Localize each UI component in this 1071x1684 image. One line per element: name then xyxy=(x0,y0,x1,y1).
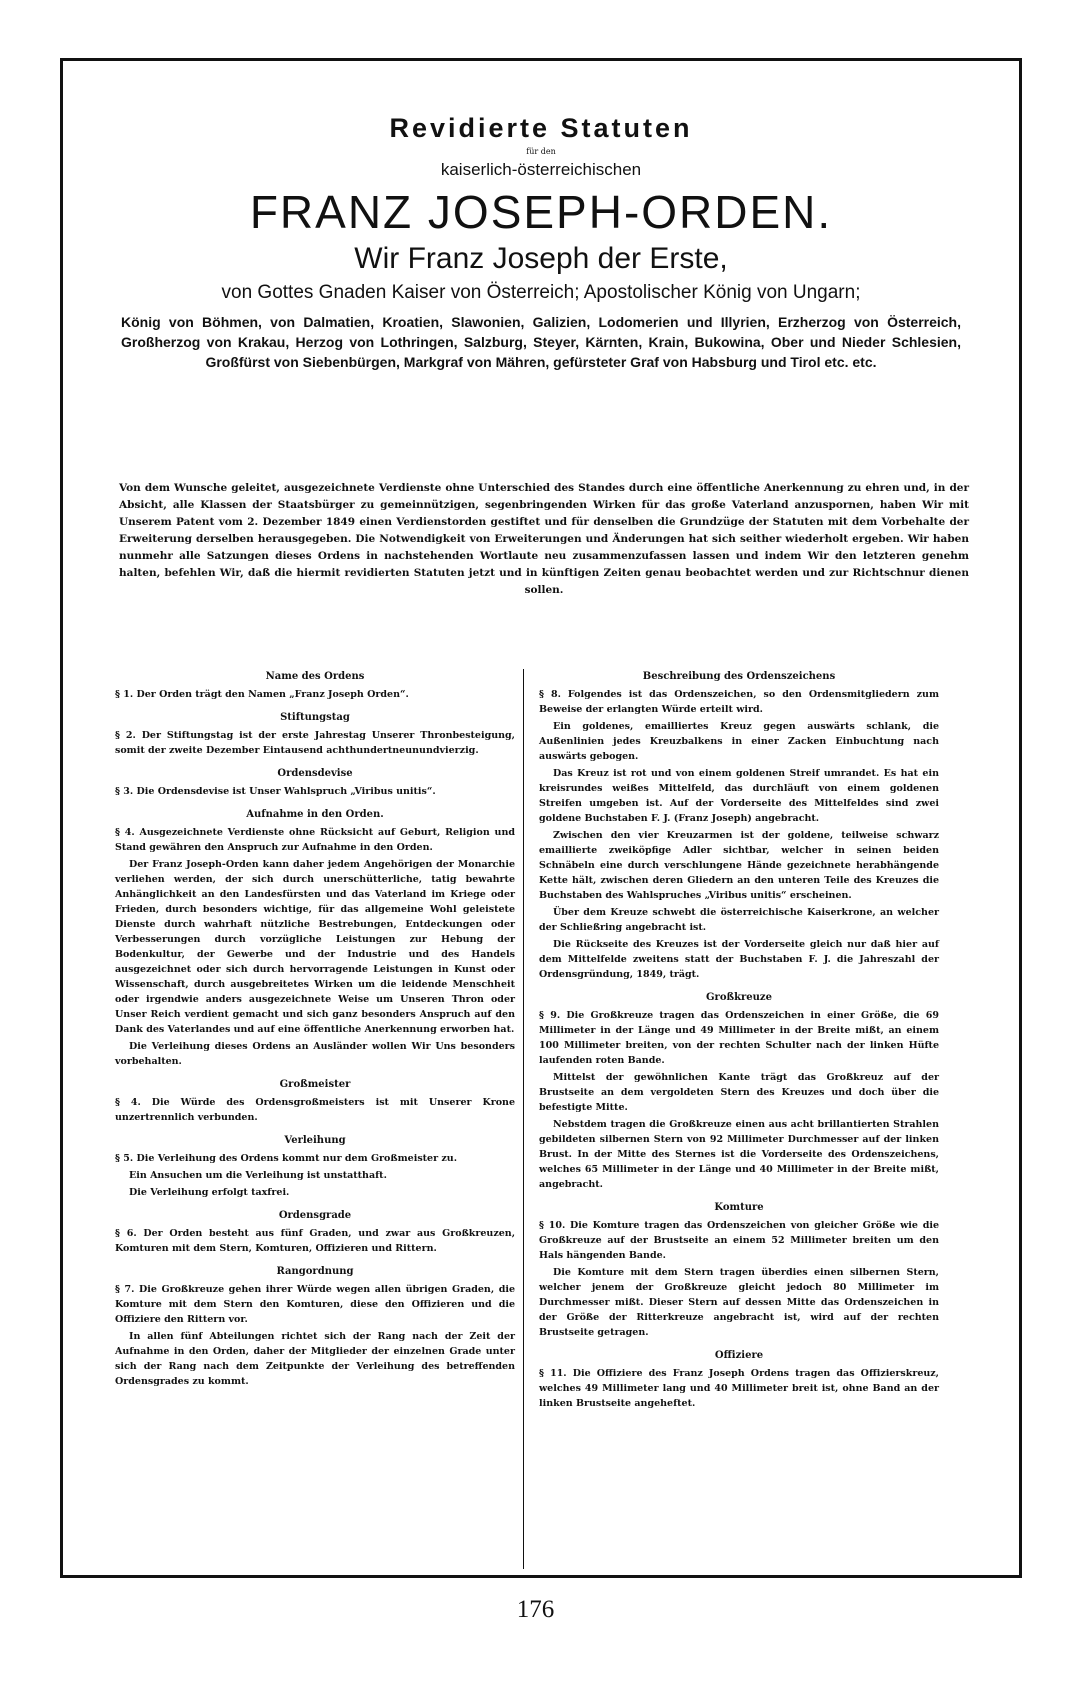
ruler-name: Wir Franz Joseph der Erste, xyxy=(354,242,728,275)
section-paragraph: § 1. Der Orden trägt den Namen „Franz Joseph Orden“. xyxy=(115,689,409,700)
document-frame xyxy=(60,58,1022,1578)
page-number: 176 xyxy=(516,1596,555,1623)
section-paragraph: Die Verleihung dieses Ordens an Ausländer wollen Wir Uns besonders vorbehalten. xyxy=(115,1041,515,1067)
preamble: Von dem Wunsche geleitet, ausgezeichnete Verdienste ohne Unterschied des Standes durch eine öffentliche Anerkennung zu ehren und, in der Absicht, alle Klassen der Staatsbürger zu gemeinnützigen, segenbringenden Wirken für das große Vaterland anzuspornen, haben Wir mit Unserem Patent vom 2. Dezember 1849 einen Verdienstorden gestiftet und für denselben die Grundzüge der Statuten mit dem Vorbehalte der Erweiterung derselben herausgegeben. Die Notwendigkeit von Erweiterungen und Änderungen hat sich seither wiederholt ergeben. Wir haben nunmehr alle Satzungen dieses Ordens in nachstehenden Wortlaute neu zusammenzufassen lassen und indem Wir den letzteren genehm halten, befehlen Wir, daß die hiermit revidierten Statuten jetzt und in künftigen Zeiten genau beobachtet werden und zur Richtschnur dienen sollen. xyxy=(119,481,969,596)
section-heading: Ordensdevise xyxy=(277,768,353,779)
section-paragraph: Ein Ansuchen um die Verleihung ist unstatthaft. xyxy=(129,1170,387,1181)
section-paragraph: Die Verleihung erfolgt taxfrei. xyxy=(129,1187,290,1198)
section-heading: Name des Ordens xyxy=(265,671,365,682)
section-heading: Verleihung xyxy=(284,1135,346,1146)
section-heading: Rangordnung xyxy=(276,1266,354,1277)
section-heading: Großkreuze xyxy=(706,992,772,1003)
grace-line: von Gottes Gnaden Kaiser von Österreich; Apostolischer König von Ungarn; xyxy=(221,282,861,303)
section-paragraph: § 11. Die Offiziere des Franz Joseph Ordens tragen das Offizierskreuz, welches 49 Millimeter lang und 40 Millimeter breit ist, ohne Band an der linken Brustseite angeheftet. xyxy=(539,1368,939,1409)
column-divider xyxy=(523,669,524,1569)
section-paragraph: Über dem Kreuze schwebt die österreichische Kaiserkrone, an welcher der Schließring angebracht ist. xyxy=(539,907,939,933)
section-paragraph: Zwischen den vier Kreuzarmen ist der goldene, teilweise schwarz emaillierte zweiköpfige Adler sichtbar, welcher in seinen beiden Schnäbeln eine durch verschlungene Hände gezeichnete herabhängende Kette hält, zwischen deren Gliedern an den unteren Teile des Kreuzes die Buchstaben des Wahlspruches „Viribus unitis“ erscheinen. xyxy=(539,830,939,901)
section-paragraph: § 5. Die Verleihung des Ordens kommt nur dem Großmeister zu. xyxy=(115,1153,458,1164)
section-paragraph: § 4. Die Würde des Ordensgroßmeisters ist mit Unserer Krone unzertrennlich verbunden. xyxy=(115,1097,515,1123)
section-paragraph: § 3. Die Ordensdevise ist Unser Wahlspruch „Viribus unitis“. xyxy=(115,786,436,797)
document-header xyxy=(63,113,1019,372)
section-paragraph: Das Kreuz ist rot und von einem goldenen Streif umrandet. Es hat ein kreisrundes weißes Mittelfeld, das durchläuft von einem goldenen Streifen umgeben ist. Auf der Vorderseite des Mittelfeldes sind zwei goldene Buchstaben F. J. (Franz Joseph) angebracht. xyxy=(539,768,939,824)
section-paragraph: Der Franz Joseph-Orden kann daher jedem Angehörigen der Monarchie verliehen werden, der sich durch unerschütterliche, tatig bewahrte Anhänglichkeit an den Landesfürsten und das Vaterland im Kriege oder Frieden, durch besonders wichtige, für das allgemeine Wohl geleistete Dienste durch wahrhaft nützliche Bestrebungen, Entdeckungen oder Verbesserungen durch vorzügliche Leistungen zur Hebung der Bodenkultur, der Gewerbe und der Industrie und des Handels ausgezeichnet oder sich durch hervorragende Leistungen in Kunst oder Wissenschaft, durch ausgebreitetes Wirken um die leidende Menschheit oder irgendwie anders ausgezeichnete Weise um Unseren Thron oder Unser Reich verdient gemacht und sich ganz besonders Anspruch auf den Dank des Vaterlandes und auf eine öffentliche Anerkennung erworben hat. xyxy=(115,859,515,1035)
section-heading: Beschreibung des Ordenszeichens xyxy=(642,671,836,682)
section-paragraph: Ein goldenes, emailliertes Kreuz gegen auswärts schlank, die Außenlinien jedes Kreuzbalkens in einer Zacken Einbuchtung nach auswärts gebogen. xyxy=(539,721,939,762)
section-paragraph: In allen fünf Abteilungen richtet sich der Rang nach der Zeit der Aufnahme in den Orden, daher der Mitglieder der einzelnen Grade unter sich der Rang nach dem Zeitpunkte der Verleihung des betreffenden Ordensgrades zu kommt. xyxy=(115,1331,515,1387)
section-paragraph: Die Komture mit dem Stern tragen überdies einen silbernen Stern, welcher jenem der Großkreuze gleicht jedoch 80 Millimeter im Durchmesser mißt. Dieser Stern auf dessen Mitte das Ordenszeichen in der Größe der Ritterkreuze angebracht ist, wird auf der rechten Brustseite getragen. xyxy=(539,1267,939,1338)
section-paragraph: § 2. Der Stiftungstag ist der erste Jahrestag Unserer Thronbesteigung, somit der zweite Dezember Eintausend achthundertneunundvierzig. xyxy=(115,730,515,756)
section-paragraph: § 9. Die Großkreuze tragen das Ordenszeichen in einer Größe, die 69 Millimeter in der Länge und 49 Millimeter in der Breite mißt, an einem 100 Millimeter breiten, von der rechten Schulter nach der linken Hüfte laufenden roten Bande. xyxy=(539,1010,939,1066)
section-paragraph: Nebstdem tragen die Großkreuze einen aus acht brillantierten Strahlen gebildeten silbernen Stern von 92 Millimeter Durchmesser auf der linken Brust. In der Mitte des Sternes ist die Vorderseite des Ordenszeichens, welches 65 Millimeter in der Länge und 40 Millimeter in der Breite mißt, angebracht. xyxy=(539,1119,939,1190)
title-small-line: für den xyxy=(526,147,556,156)
ruler-titles: König von Böhmen, von Dalmatien, Kroatien, Slawonien, Galizien, Lodomerien und Illyrien, Erzherzog von Österreich, Großherzog von Krakau, Herzog von Lothringen, Salzburg, Steyer, Kärnten, Krain, Bukowina, Ober und Nieder Schlesien, Großfürst von Siebenbürgen, Markgraf von Mähren, gefürsteter Graf von Habsburg und Tirol etc. etc. xyxy=(121,314,961,370)
section-paragraph: § 4. Ausgezeichnete Verdienste ohne Rücksicht auf Geburt, Religion und Stand gewähren den Anspruch zur Aufnahme in den Orden. xyxy=(115,827,515,853)
section-heading: Offiziere xyxy=(714,1350,764,1361)
section-paragraph: Mittelst der gewöhnlichen Kante trägt das Großkreuz auf der Brustseite an dem vergoldeten Stern des Kreuzes und doch über die befestigte Mitte. xyxy=(539,1072,939,1113)
title-revidierte-statuten: Revidierte Statuten xyxy=(389,113,693,143)
section-paragraph: Die Rückseite des Kreuzes ist der Vorderseite gleich nur daß hier auf dem Mittelfelde zweitens statt der Buchstaben F. J. die Jahreszahl der Ordensgründung, 1849, trägt. xyxy=(539,939,939,980)
order-name: FRANZ JOSEPH-ORDEN. xyxy=(249,186,833,238)
section-heading: Großmeister xyxy=(279,1079,351,1090)
section-paragraph: § 10. Die Komture tragen das Ordenszeichen von gleicher Größe wie die Großkreuze auf der Brustseite an einem 52 Millimeter breiten um den Hals hängenden Bande. xyxy=(539,1220,939,1261)
section-paragraph: § 8. Folgendes ist das Ordenszeichen, so den Ordensmitgliedern zum Beweise der erlangten Würde erteilt wird. xyxy=(539,689,939,715)
left-column xyxy=(115,661,515,1391)
section-heading: Komture xyxy=(714,1202,764,1213)
section-heading: Ordensgrade xyxy=(278,1210,352,1221)
right-column xyxy=(539,661,939,1413)
section-heading: Aufnahme in den Orden. xyxy=(246,809,384,820)
section-paragraph: § 7. Die Großkreuze gehen ihrer Würde wegen allen übrigen Graden, die Komture mit dem Stern den Komturen, diese den Offizieren und die Offiziere den Rittern vor. xyxy=(115,1284,515,1325)
title-adjective: kaiserlich-österreichischen xyxy=(440,160,642,179)
section-paragraph: § 6. Der Orden besteht aus fünf Graden, und zwar aus Großkreuzen, Komturen mit dem Stern, Komturen, Offizieren und Rittern. xyxy=(115,1228,515,1254)
section-heading: Stiftungstag xyxy=(280,712,350,723)
